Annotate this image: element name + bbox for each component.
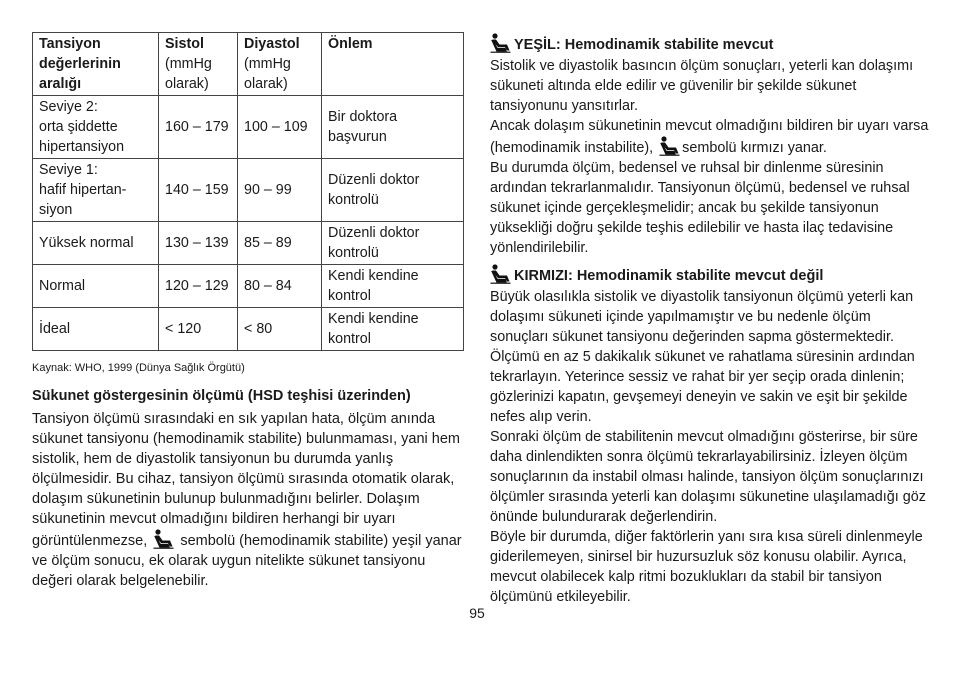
header-systolic: Sistol (mmHg olarak)	[159, 33, 238, 96]
action-cell: Kendi kendine kontrol	[322, 265, 464, 308]
table-row	[33, 308, 464, 351]
header-action: Önlem	[322, 33, 464, 96]
header-range: Tansiyon değerlerinin aralığı	[33, 33, 159, 96]
red-heading: KIRMIZI: Hemodinamik stabilite mevcut değil	[490, 264, 930, 284]
table-header-row	[33, 33, 464, 96]
systolic-cell: < 120	[159, 308, 238, 351]
diastolic-cell: 90 – 99	[238, 159, 322, 222]
diastolic-cell: < 80	[238, 308, 322, 351]
diastolic-cell: 85 – 89	[238, 222, 322, 265]
left-column	[32, 32, 463, 591]
header-diastolic: Diyastol (mmHg olarak)	[238, 33, 322, 96]
resting-person-icon	[490, 264, 511, 284]
table-row	[33, 159, 464, 222]
table-row	[33, 222, 464, 265]
systolic-cell: 120 – 129	[159, 265, 238, 308]
table-row	[33, 96, 464, 159]
action-cell: Kendi kendine kontrol	[322, 308, 464, 351]
resting-person-icon	[490, 33, 511, 53]
green-paragraph-1: Sistolik ve diyastolik basıncın ölçüm sonuçları, yeterli kan dolaşımı sükuneti altında elde edilir ve güvenilir bir şekilde sükunet tansiyonunu yansıtırlar.	[490, 58, 914, 114]
red-paragraph-1: Büyük olasılıkla sistolik ve diyastolik tansiyonun ölçümü yeterli kan dolaşımı sükuneti içinde yapılmamıştır ve bu nedenle ölçüm sonuçları sükunet tansiyonu değerinden sapma göstermektedir. Ölçümü en az 5 dakikalık sükunet ve rahatlama süresinin ardından tekrarlayın. Yeterince sessiz ve rahat bir yer seçip orada dinlenin; gözlerinizi kapatın, gevşemeyi deneyin ve sakin ve eşit bir şekilde nefes alıp verin.	[490, 289, 915, 425]
range-cell: İdeal	[33, 308, 159, 351]
range-cell: Yüksek normal	[33, 222, 159, 265]
green-heading: YEŞİL: Hemodinamik stabilite mevcut	[490, 33, 930, 53]
resting-person-icon	[659, 136, 680, 156]
systolic-cell: 160 – 179	[159, 96, 238, 159]
page-number: 95	[469, 605, 485, 621]
range-cell: Seviye 2: orta şiddette hipertansiyon	[33, 96, 159, 159]
table-source-note: Kaynak: WHO, 1999 (Dünya Sağlık Örgütü)	[32, 362, 245, 374]
range-cell: Seviye 1: hafif hipertan- siyon	[33, 159, 159, 222]
green-paragraph-2: Ancak dolaşım sükunetinin mevcut olmadığını bildiren bir uyarı varsa (hemodinamik instabilite), sembolü kırmızı yanar.	[490, 118, 929, 156]
systolic-cell: 130 – 139	[159, 222, 238, 265]
table-row	[33, 265, 464, 308]
section-heading-hsd: Sükunet göstergesinin ölçümü (HSD teşhisi üzerinden)	[32, 388, 411, 404]
action-cell: Bir doktora başvurun	[322, 96, 464, 159]
action-cell: Düzenli doktor kontrolü	[322, 222, 464, 265]
red-paragraph-3: Böyle bir durumda, diğer faktörlerin yanı sıra kısa süreli dinlenmeyle giderilemeyen, sinirsel bir huzursuzluk söz konusu olabilir. Ayrıca, mevcut olabilecek kalp ritmi bozuklukları da stabil bir tansiyon ölçümünü etkileyebilir.	[490, 529, 923, 605]
diastolic-cell: 100 – 109	[238, 96, 322, 159]
red-paragraph-2: Sonraki ölçüm de stabilitenin mevcut olmadığını gösterirse, bir süre daha dinlendikten sonra ölçümü tekrarlayabilirsiniz. İzleyen ölçüm sonuçlarının da instabil olması halinde, tansiyon ölçüm sonuçlarınızı ölçümler sırasında yeterli kan dolaşımı sükunetine ulaşılamadığı göz önünde bulundurarak değerlendirin.	[490, 429, 926, 525]
right-column	[490, 33, 930, 607]
hsd-paragraph: Tansiyon ölçümü sırasındaki en sık yapılan hata, ölçüm anında sükunet tansiyonu (hemodinamik stabilite) bulunmaması, yani hem sistolik, hem de diyastolik tansiyonun bu durumda yanlış ölçülmesidir. Bu cihaz, tansiyon ölçümü sırasında otomatik olarak, dolaşım sükunetinin bulunup bulunmadığını belirler. Dolaşım sükunetinin mevcut olmadığını bildiren herhangi bir uyarı görüntülenmezse, sembolü (hemodinamik stabilite) yeşil yanar ve ölçüm sonucu, ek olarak uygun nitelikte sükunet tansiyonu değeri olarak belgelenebilir.	[32, 411, 462, 589]
resting-person-icon	[153, 529, 174, 549]
green-paragraph-3: Bu durumda ölçüm, bedensel ve ruhsal bir dinlenme süresinin ardından tekrarlanmalıdır. Tansiyonun ölçümü, bedensel ve ruhsal sükunet içinde gerçekleşmelidir; ancak bu şekilde tansiyonun yüksekliği doğru şekilde teşhis edilebilir ve hasta ilaç tedavisine yönlendirilebilir.	[490, 160, 910, 256]
action-cell: Düzenli doktor kontrolü	[322, 159, 464, 222]
range-cell: Normal	[33, 265, 159, 308]
diastolic-cell: 80 – 84	[238, 265, 322, 308]
blood-pressure-table	[32, 32, 464, 351]
systolic-cell: 140 – 159	[159, 159, 238, 222]
